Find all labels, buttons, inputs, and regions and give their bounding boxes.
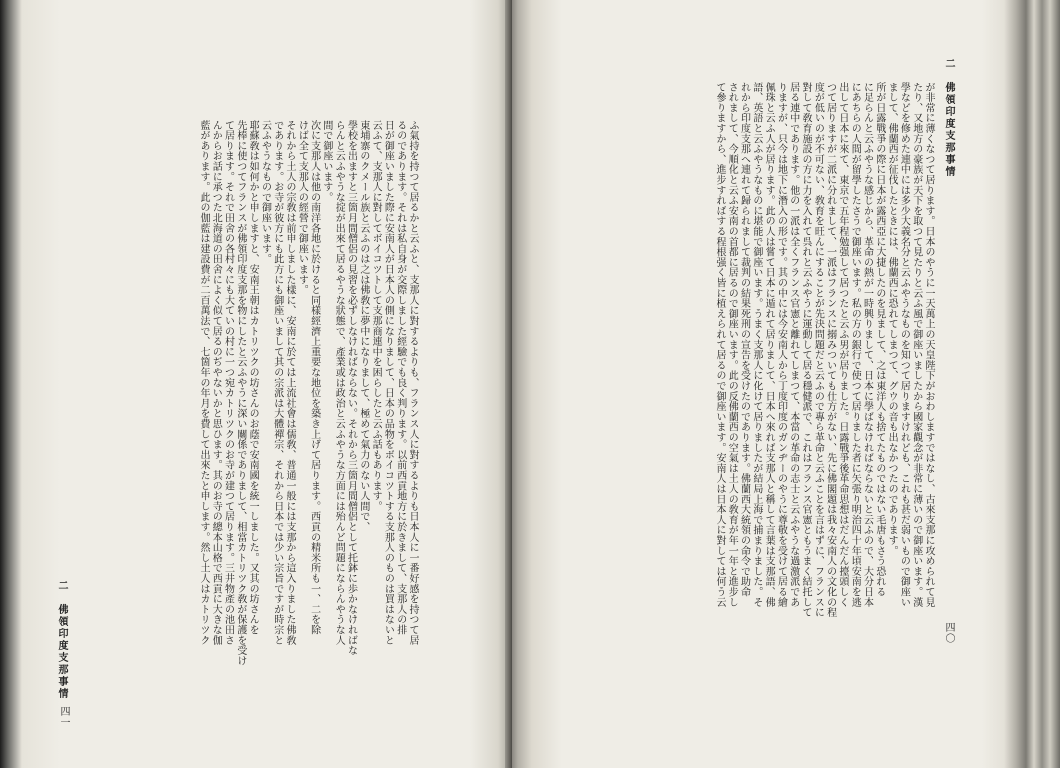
- text-line: 云ふやうなもので御座います。: [259, 120, 271, 265]
- text-line: ふ氣持を持つて居るかと云ふと、支那人に對するよりも、フランス人に對するよりも日本人に一番好感を持つて居: [407, 120, 418, 646]
- right-page: [512, 0, 1060, 768]
- text-line: て參りますから、進步すればする程根强く皆に植えられて居るので御座います。安南人は日本人に對しては何う云: [713, 82, 725, 608]
- text-line: まして、佛蘭西が征伐したときには、佛蘭西に恐れてしまつて、グウの音も出なかつたのであります。: [886, 82, 898, 556]
- text-line: 學などを修めた連中には多少大義名分と云ふやうなものを知つて居りますけれども、これも甚だ弱いもので御座い: [898, 82, 910, 608]
- text-line: るのであります。それは私自身が交際しました經驗でも良く判ります。以前西貢地方に於きまして、支那人の排: [394, 120, 406, 635]
- text-line: んからお話に承つた北海道の田舍によく似て居るのぢやないかと思ひます。其のお寺の總本山格で西貢に大きな伽: [210, 120, 222, 646]
- text-line: であります。お寺が彼方にも此方にも御座いまして其の宗派は大體禪宗、それから日本では少い宗旨ですが時宗と: [271, 120, 283, 646]
- text-line: けば全て支那人の經營で御座います。: [296, 120, 308, 296]
- text-line: それから土人の宗敎は前申しました樣に、安南に於ては上流社會は儒敎、普通一般には支那から這入りました佛敎: [284, 120, 296, 646]
- left-page-number: 四一: [58, 706, 69, 728]
- text-line: 次に支那人は他の南洋各地に於けると同樣經濟上重要な地位を築き上げて居ります。西貢の精米所も一、二を除: [308, 120, 320, 635]
- text-line: 耶蘇敎は如何かと申しますと、安南王朝はカトリツクの坊さんのお蔭で安南國を統一しました。又其の坊さんを: [247, 120, 259, 635]
- text-line: 佩珠と云ふ人が居ります。此の人は嘗て日本に遁れて居りまして、日本へ來れば支那人と稱して言葉は支那語、佛: [763, 82, 775, 608]
- text-line: 學校を出ますと三箇月間僧侶の見習を必ずしなければならない。それから三箇月間僧侶として托鉢に歩かなければな: [345, 120, 357, 656]
- text-line: が非常に薄くなつて居ります。日本のやうに一天萬上の天皇陛下がおわしますではなし、古來支那に攻められて見: [923, 82, 934, 608]
- text-line: されまして、今順化と云ふ安南の首都に居るので御座います。此の反佛蘭西の空氣は土人の敎育が年一年と進步し: [726, 82, 738, 608]
- left-page-body: [197, 120, 418, 690]
- text-line: たり、又地方の豪族が天下を取つて見たりと云ふ風で御座いましたから國家觀念が非常に薄いので御座います。漢: [910, 82, 922, 608]
- text-line: りますが、只今は地下に潛入の形です。其の中には今安南人から丁度印度のガンヂーのやうに尊敬を受けて居る繪: [775, 82, 787, 608]
- text-line: に足らんと云ふやうな感じから、革命の熱が一時興りまして、日本に學ばなければならないと云ふので、大分日本: [861, 82, 873, 608]
- right-page-body: [713, 82, 934, 642]
- text-line: 東埔寨のクメール族と云ふのは之は佛敎に夢中になりまして、極めて氣力のない人間で、: [357, 120, 369, 532]
- right-page-number: 四〇: [943, 622, 954, 644]
- text-line: 云ふて、支那人に對してボイコツトして支那商連中を困らしたと云ふ話もあります。: [370, 120, 382, 512]
- text-line: 對して敎育施設の方に力を入れて呉れと云ふやうに運動して居る穩健派で、これはフランス官憲ともうまく結托して: [800, 82, 812, 618]
- text-line: 語、英語と云ふやうなものに堪能で御座います。うまく支那人に化けて居りましたが結局上海で捕まりました。そ: [750, 82, 762, 608]
- left-page: [0, 0, 512, 768]
- text-line: て居ります。それで田舍の各村々にも大ていの村に一つ宛カトリツクのお寺が建つて居ります。三井物產の池田さ: [222, 120, 234, 646]
- text-line: 所が日露戰爭の際に日本が露西亞に大捷したのを見まして、之は東洋人も捨てたものではない毛唐もさう恐れる: [873, 82, 885, 597]
- text-line: つて居りますが二派に分れまして、一派はフランスに搦みついても仕方がない、先に佛閣題は我々安南人の文化の程: [824, 82, 836, 618]
- left-running-head: 二 佛領印度支那事情: [56, 580, 67, 700]
- text-line: 間で御座います。: [320, 120, 332, 203]
- text-line: れから印度支那へ連れて歸られまして裁判の結果死刑の宣告を受けたのであります。佛蘭西大統領の命令で助命: [738, 82, 750, 597]
- text-line: 藍があります。此の伽藍は建設費が二百萬法で、七箇年の年月を費して出來たと申します。然し土人はカトリツク: [197, 120, 209, 646]
- text-line: 居る連中であります。他の一派は全くフランス官憲と離れてしまつて、本當の革命の志士と云ふやうな過激派であ: [787, 82, 799, 608]
- text-line: らんと云ふやうな掟が出來て居るやうな狀態で、產業或は政治と云ふやうな方面には殆んど問題にならんやうな人: [333, 120, 345, 646]
- right-running-head: 二 佛領印度支那事情: [943, 58, 954, 178]
- text-line: 先棒に使つてフランスが佛領印度支那を物にしたと云ふやうに深い關係でありまして、相當カトリツク敎が保護を受け: [234, 120, 246, 666]
- text-line: 出して日本に來て、東京で五年程勉强して居つたと云ふ男が居りました。日露戰爭後革命思想はだんだん擡頭しく: [836, 82, 848, 608]
- text-line: にあちらの人間が留學したさうで御座います。私の方の銀行で使つて居りました者に矢張り明治四十年頃安南を逃: [849, 82, 861, 608]
- text-line: 日が御座いました際に安南人が日本人の側になりまして、日本の品物をボイコツトする支那人のものは買はないと: [382, 120, 394, 646]
- text-line: 度が低いのが不可ない、敎育を旺んにすることが先決問題だと云ふので專ら革命と云ふことを言はずに、フランスに: [812, 82, 824, 618]
